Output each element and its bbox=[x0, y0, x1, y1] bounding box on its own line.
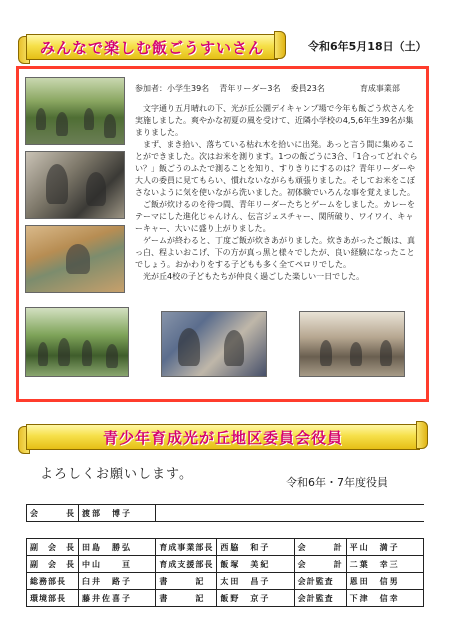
photo-group-in-park bbox=[25, 77, 125, 145]
table-row bbox=[27, 539, 424, 556]
table-row bbox=[27, 590, 424, 607]
officers-table bbox=[26, 504, 424, 607]
greeting-text: よろしくお願いします。 bbox=[40, 467, 193, 482]
officer-role: 会計監査 bbox=[294, 590, 346, 607]
participants-members: 委員23名 bbox=[290, 84, 325, 93]
officer-name: 平山 満子 bbox=[346, 539, 423, 556]
participants-children: 参加者：小学生39名 bbox=[135, 84, 210, 93]
officer-name: 田島 勝弘 bbox=[79, 539, 156, 556]
officer-name: 恩田 信男 bbox=[346, 573, 423, 590]
officer-role: 総務部長 bbox=[27, 573, 79, 590]
story-paragraph: ゲームが終わると、丁度ご飯が炊きあがりました。炊きあがったご飯は、真っ白、程よいおこげ、下の方が真っ黒と様々でしたが、良い経験になったことでしょう。おかわりをする子どもも多く全てペロリでした。 bbox=[135, 236, 415, 269]
officer-role: 会計監査 bbox=[294, 573, 346, 590]
officer-role: 育成事業部長 bbox=[156, 539, 217, 556]
officer-name: 中山 亘 bbox=[79, 556, 156, 573]
officer-role: 副 会 長 bbox=[27, 539, 79, 556]
officer-role: 環境部長 bbox=[27, 590, 79, 607]
photo-participants-outdoors bbox=[25, 307, 129, 377]
event-report-box bbox=[16, 66, 429, 402]
officer-name: 太田 昌子 bbox=[217, 573, 294, 590]
officer-name: 西脇 和子 bbox=[217, 539, 294, 556]
officer-role: 会 計 bbox=[294, 539, 346, 556]
department-name: 育成事業部 bbox=[359, 84, 400, 93]
officer-role: 副 会 長 bbox=[27, 556, 79, 573]
section-title-banner bbox=[18, 424, 428, 454]
officer-name: 藤井佐喜子 bbox=[79, 590, 156, 607]
event-story bbox=[135, 103, 421, 283]
photo-measuring-rice bbox=[25, 225, 125, 293]
story-paragraph: まず、まき拾い、落ちている枯れ木を拾いに出発。あっと言う間に集めることができました。次はお米を測ります。1つの飯ごうに3合、「1合ってどれぐらい？」飯ごうのふたで測ることを知り、すりきりにするのは？青年リーダーや大人の委員に見てもらい、慣れないながらも頑張りました。そしてお米をこぼさないように気を使いながら洗いました。初体験でいろんな事を覚えました。 bbox=[135, 140, 418, 197]
officer-role: 会 計 bbox=[294, 556, 346, 573]
photo-washing-rice bbox=[161, 311, 267, 377]
officer-role: 書 記 bbox=[156, 590, 217, 607]
officer-role: 育成支援部長 bbox=[156, 556, 217, 573]
participants-line bbox=[135, 83, 425, 94]
officer-name: 飯野 京子 bbox=[217, 590, 294, 607]
event-date: 令和6年5月18日（土） bbox=[308, 40, 427, 53]
officer-role: 書 記 bbox=[156, 573, 217, 590]
story-paragraph: 光が丘4校の子どもたちが仲良く過ごした楽しい一日でした。 bbox=[135, 272, 365, 281]
table-row bbox=[27, 505, 424, 522]
event-title: みんなで楽しむ飯ごうすいさん bbox=[39, 39, 264, 57]
officer-name: 二葉 幸三 bbox=[346, 556, 423, 573]
officer-role: 会 長 bbox=[27, 505, 79, 522]
photo-eating-under-shelter bbox=[299, 311, 405, 377]
participants-leaders: 青年リーダー3名 bbox=[219, 84, 281, 93]
term-label: 令和6年・7年度役員 bbox=[286, 476, 388, 489]
officer-name: 渡部 博子 bbox=[79, 505, 156, 522]
story-paragraph: 文字通り五月晴れの下、光が丘公園デイキャンプ場で今年も飯ごう炊さんを実施しました。爽やかな初夏の風を受けて、近隣小学校の4,5,6年生39名が集まりました。 bbox=[135, 104, 415, 137]
table-row bbox=[27, 573, 424, 590]
officer-name: 下津 信幸 bbox=[346, 590, 423, 607]
table-row bbox=[27, 556, 424, 573]
story-paragraph: ご飯が炊けるのを待つ間、青年リーダーたちとゲームをしました。カレーをテーマにした進化じゃんけん、伝言ジェスチャー、関所破り、ワイワイ、キャーキャー、大いに盛り上がりました。 bbox=[135, 200, 415, 233]
section-title: 青少年育成光が丘地区委員会役員 bbox=[102, 429, 343, 447]
officer-name: 臼井 路子 bbox=[79, 573, 156, 590]
photo-cooking-rice bbox=[25, 151, 125, 219]
event-title-banner bbox=[18, 34, 286, 64]
officer-name: 飯塚 美紀 bbox=[217, 556, 294, 573]
